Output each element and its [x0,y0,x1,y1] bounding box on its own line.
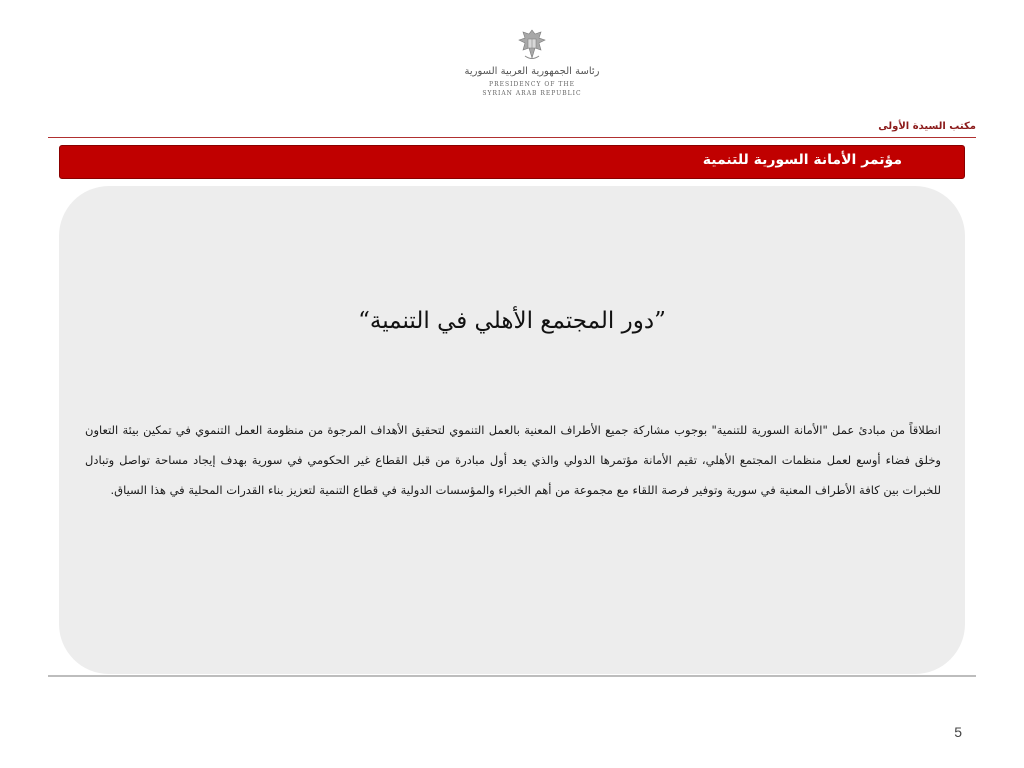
logo-english-line-2: SYRIAN ARAB REPUBLIC [482,90,582,97]
footer-divider [48,675,976,677]
banner-title: مؤتمر الأمانة السورية للتنمية [702,152,902,168]
office-title: مكتب السيدة الأولى [878,121,976,132]
body-paragraph: انطلاقاً من مبادئ عمل "الأمانة السورية للتنمية" بوجوب مشاركة جميع الأطراف المعنية بالعمل التنموي لتحقيق الأهداف المرجوة من منظومة العمل التنموي في تمكين بيئة التعاون وخلق فضاء أوسع لعمل منظمات المجتمع الأهلي، تقيم الأمانة مؤتمرها الدولي والذي يعد أول مبادرة من قبل القطاع غير الحكومي في سورية بهدف إيجاد مساحة تواصل وتبادل للخبرات بين كافة الأطراف المعنية في سورية وتوفير فرصة اللقاء مع مجموعة من أهم الخبراء والمؤسسات الدولية في قطاع التنمية لتعزيز بناء القدرات المحلية في هذا السياق. [85,423,941,497]
eagle-emblem-icon [517,28,547,62]
content-panel [59,186,965,674]
header-divider [48,137,976,138]
slide-heading: ”دور المجتمع الأهلي في التنمية“ [358,308,666,334]
logo-english-text [462,80,602,98]
presidency-logo [462,28,602,98]
page-number: 5 [954,724,962,740]
logo-arabic-text: رئاسة الجمهورية العربية السورية [464,66,600,77]
title-banner [59,145,965,179]
logo-english-line-1: PRESIDENCY OF THE [489,81,575,88]
